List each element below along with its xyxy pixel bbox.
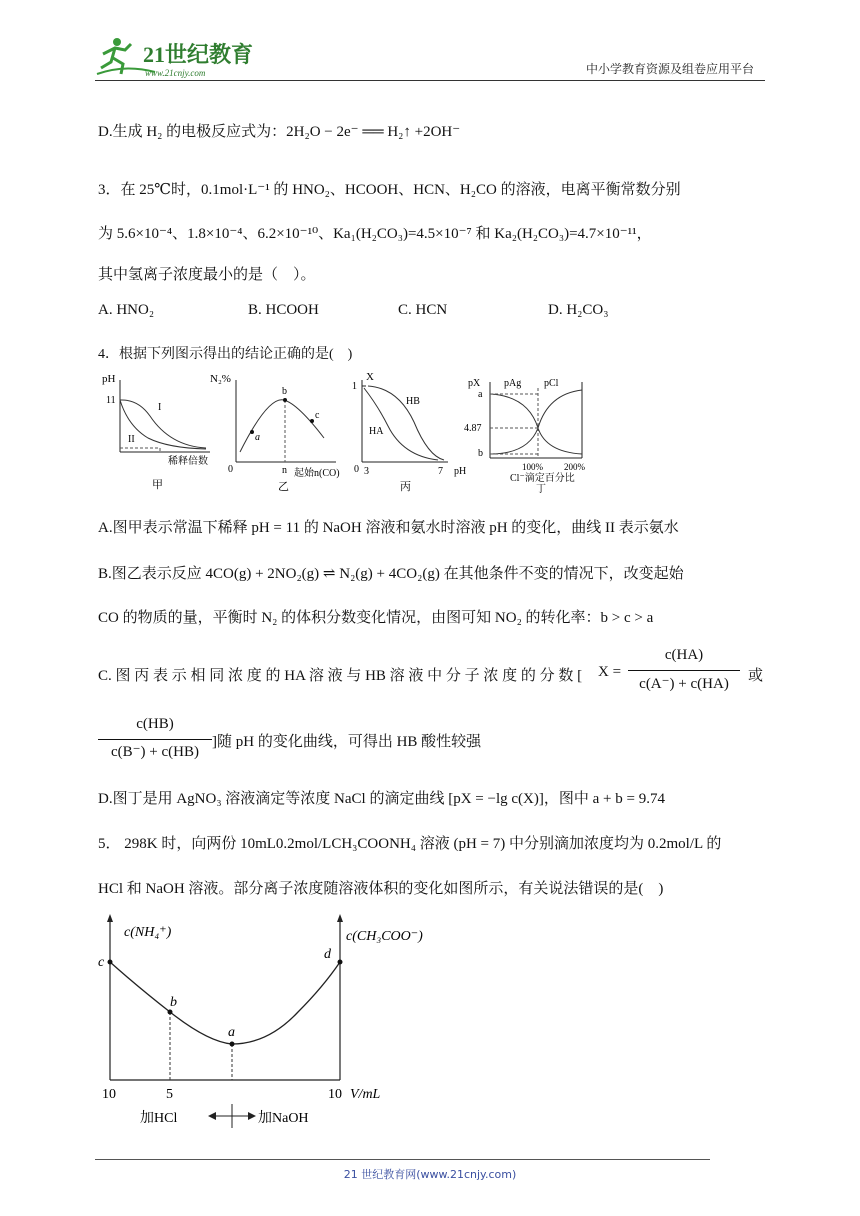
q5-stem-line2: HCl 和 NaOH 溶液。部分离子浓度随溶液体积的变化如图所示，有关说法错误的是( ) [98,881,664,897]
bing-y1: 1 [352,381,357,392]
jia-y11: 11 [106,395,116,406]
q4-option-d: D.图丁是用 AgNO₃ 溶液滴定等浓度 NaCl 的滴定曲线 [pX = −lg c(X)]，图中 a + b = 9.74 [98,791,665,807]
figure-ding [464,378,586,495]
q5-x-10-right: 10 [328,1087,342,1102]
q4-option-a: A.图甲表示常温下稀释 pH = 11 的 NaOH 溶液和氨水时溶液 pH 的变化，曲线 II 表示氨水 [98,520,679,536]
fraction1-lhs: X = [598,664,622,680]
q5-stem-line1: 5． 298K 时，向两份 10mL0.2mol/LCH₃COONH₄ 溶液 (pH = 7) 中分别滴加浓度均为 0.2mol/L 的 [98,836,722,852]
q4-option-b-line1: B.图乙表示反应 4CO(g) + 2NO₂(g) ⇌ N₂(g) + 4CO₂(g) 在其他条件不变的情况下，改变起始 [98,566,684,582]
fraction1-denominator: c(A⁻) + c(HA) [639,676,729,692]
fraction1-numerator: c(HA) [664,647,704,663]
fraction2-denominator: c(B⁻) + c(HB) [110,744,199,760]
fraction1-bar [628,670,740,671]
header-divider [95,80,765,81]
q5-point-a: a [228,1025,235,1040]
q4-option-b-line2: CO 的物质的量，平衡时 N₂ 的体积分数变化情况，由图可知 NO₂ 的转化率：b > c > a [98,610,654,626]
q5-x-5: 5 [166,1087,173,1102]
yi-xlabel: 起始n(CO) [294,468,340,479]
logo-sub: www.21cnjy.com [145,68,206,78]
bing-ha: HA [369,426,384,437]
logo-text: 21世纪教育 [143,42,254,67]
figure-jia [102,373,210,491]
yi-caption: 乙 [278,481,289,493]
ding-y-a: a [478,389,483,400]
bing-x3: 3 [364,466,369,477]
q4-option-c-or: 或 [748,668,764,684]
ding-pag: pAg [504,378,522,389]
bing-caption: 丙 [400,481,411,493]
yi-point-c: c [315,410,320,421]
q5-add-naoh: 加NaOH [258,1111,309,1126]
footer-divider [95,1159,710,1160]
q5-add-hcl: 加HCl [140,1111,178,1126]
figure-yi [210,373,340,493]
q5-ylabel-left: c(NH₄⁺) [124,925,172,940]
yi-ylabel: N₂% [210,373,231,385]
q4-option-c-line1: C. 图 丙 表 示 相 同 浓 度 的 HA 溶 液 与 HB 溶 液 中 分 子 浓 度 的 分 数 [ [98,668,583,684]
bing-origin: 0 [354,464,359,475]
q4-option-c-line2: ]随 pH 的变化曲线，可得出 HB 酸性较强 [212,734,482,750]
header-right-text: 中小学教育资源及组卷应用平台 [585,62,754,76]
bing-hb: HB [406,396,420,407]
figure-bing [352,371,466,493]
yi-x-n: n [282,465,287,476]
yi-origin: 0 [228,464,233,475]
q5-point-d: d [324,947,331,962]
q2-option-d: D.生成 H₂ 的电极反应式为：2H₂O − 2e⁻ ══ H₂↑ +2OH⁻ [98,124,461,140]
yi-point-a: a [255,432,260,443]
q3-option-b: B. HCOOH [248,302,319,318]
q3-stem-line2: 为 5.6×10⁻⁴、1.8×10⁻⁴、6.2×10⁻¹⁰、Ka₁(H₂CO₃)=4.5×10⁻⁷ 和 Ka₂(H₂CO₃)=4.7×10⁻¹¹， [98,226,652,242]
ding-caption: 丁 [536,484,546,495]
ding-pcl: pCl [544,378,559,389]
jia-curve-II: II [128,434,135,445]
site-logo [95,34,265,80]
ding-y-b: b [478,448,483,459]
yi-point-b: b [282,386,287,397]
footer-text: 21 世纪教育网(www.21cnjy.com) [343,1168,517,1181]
q4-stem: 4．根据下列图示得出的结论正确的是( ) [98,347,353,362]
q5-ylabel-right: c(CH₃COO⁻) [346,929,423,944]
ding-ylabel: pX [468,378,481,389]
jia-xlabel: 稀释倍数 [168,456,208,467]
fraction2-bar [98,739,212,740]
jia-caption: 甲 [152,479,163,491]
q5-point-c: c [98,955,105,970]
ding-xlabel: Cl⁻滴定百分比 [510,473,575,484]
jia-curve-I: I [158,402,162,413]
q3-stem-line1: 3．在 25℃时，0.1mol·L⁻¹ 的 HNO₂、HCOOH、HCN、H₂CO 的溶液，电离平衡常数分别 [98,182,681,198]
bing-x7: 7 [438,466,443,477]
double-arrow-icon [208,1104,256,1128]
q5-x-10-left: 10 [102,1087,116,1102]
q4-figures [98,366,618,496]
q3-option-c: C. HCN [398,302,448,318]
ding-x200: 200% [564,462,585,472]
jia-ylabel: pH [102,373,116,385]
fraction2-numerator: c(HB) [136,716,174,732]
ding-y-487: 4.87 [464,423,482,434]
ding-x100: 100% [522,462,543,472]
q5-point-b: b [170,995,177,1010]
q3-option-d: D. H₂CO₃ [548,302,609,318]
q5-figure [98,912,458,1134]
q5-x-unit: V/mL [350,1087,381,1102]
q3-option-a: A. HNO₂ [98,302,155,318]
q3-stem-line3: 其中氢离子浓度最小的是（ ）。 [98,267,316,283]
bing-xlabel: pH [454,466,467,477]
bing-ylabel: X [366,371,374,383]
